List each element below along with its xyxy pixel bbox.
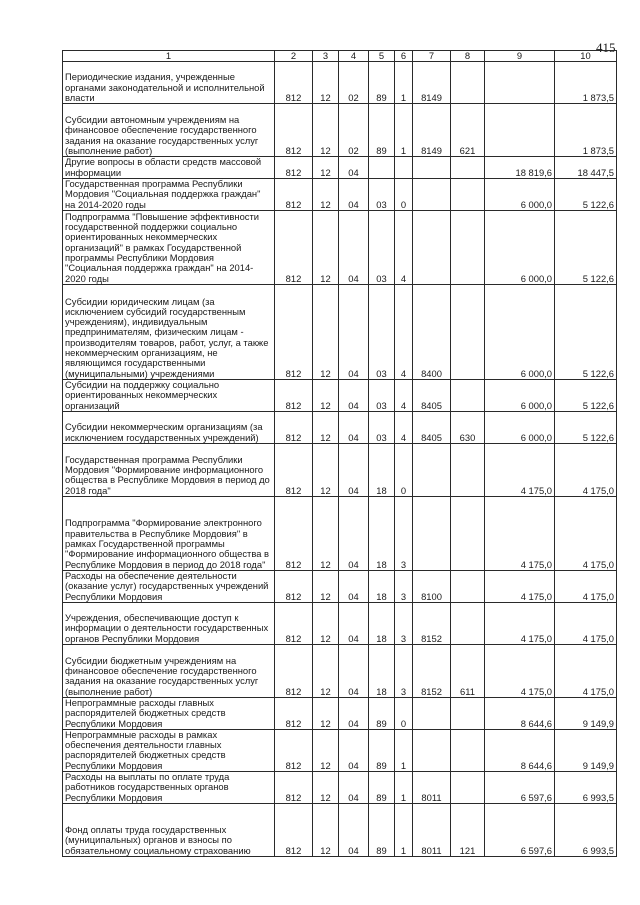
cell-c9: 6 597,6: [485, 804, 555, 857]
cell-c4: 04: [339, 644, 369, 697]
cell-c5: 18: [369, 602, 395, 644]
cell-c6: 3: [395, 570, 413, 602]
row-description: Подпрограмма "Формирование электронного правительства в Республике Мордовия" в рамках Государственной программы "Формирование информационного общества в Республике Мордовия в период до 2018 года": [63, 496, 275, 570]
table-row: [63, 772, 617, 804]
cell-c7: 8152: [413, 644, 451, 697]
table-row: [63, 284, 617, 379]
cell-c5: 89: [369, 697, 395, 729]
cell-c3: 12: [313, 496, 339, 570]
cell-c9: [485, 104, 555, 157]
cell-c4: 04: [339, 157, 369, 179]
cell-c3: 12: [313, 443, 339, 496]
cell-c10: 4 175,0: [555, 570, 617, 602]
row-description: Учреждения, обеспечивающие доступ к информации о деятельности государственных органов Республики Мордовия: [63, 602, 275, 644]
cell-c7: 8405: [413, 411, 451, 443]
cell-c3: 12: [313, 157, 339, 179]
header-cell: 1: [63, 51, 275, 62]
header-cell: 3: [313, 51, 339, 62]
cell-c3: 12: [313, 379, 339, 411]
cell-c7: [413, 729, 451, 771]
cell-c2: 812: [275, 697, 313, 729]
cell-c10: 5 122,6: [555, 411, 617, 443]
cell-c4: 04: [339, 772, 369, 804]
cell-c2: 812: [275, 443, 313, 496]
table-row: [63, 602, 617, 644]
cell-c4: 04: [339, 411, 369, 443]
cell-c9: 6 000,0: [485, 411, 555, 443]
cell-c9: 8 644,6: [485, 729, 555, 771]
cell-c9: 4 175,0: [485, 570, 555, 602]
cell-c6: 0: [395, 443, 413, 496]
cell-c3: 12: [313, 644, 339, 697]
cell-c2: 812: [275, 411, 313, 443]
cell-c5: 03: [369, 411, 395, 443]
cell-c7: 8149: [413, 104, 451, 157]
cell-c3: 12: [313, 411, 339, 443]
cell-c6: 3: [395, 602, 413, 644]
cell-c5: [369, 157, 395, 179]
header-cell: 6: [395, 51, 413, 62]
row-description: Расходы на выплаты по оплате труда работников государственных органов Республики Мордовия: [63, 772, 275, 804]
table-row: [63, 62, 617, 104]
header-cell: 7: [413, 51, 451, 62]
cell-c5: 03: [369, 210, 395, 284]
cell-c3: 12: [313, 104, 339, 157]
row-description: Субсидии бюджетным учреждениям на финансовое обеспечение государственного задания на оказание государственных услуг (выполнение работ): [63, 644, 275, 697]
table-row: [63, 644, 617, 697]
cell-c6: 4: [395, 210, 413, 284]
table-row: [63, 178, 617, 210]
row-description: Подпрограмма "Повышение эффективности государственной поддержки социально ориентированных некоммерческих организаций" в рамках Государственной программы Республики Мордовия "Социальная поддержка граждан" на 2014-2020 годы: [63, 210, 275, 284]
cell-c4: 04: [339, 729, 369, 771]
table-row: [63, 210, 617, 284]
cell-c6: 3: [395, 644, 413, 697]
cell-c8: [451, 772, 485, 804]
header-cell: 5: [369, 51, 395, 62]
cell-c2: 812: [275, 210, 313, 284]
row-description: Непрограммные расходы главных распорядителей бюджетных средств Республики Мордовия: [63, 697, 275, 729]
cell-c8: [451, 210, 485, 284]
cell-c5: 03: [369, 178, 395, 210]
cell-c4: 04: [339, 178, 369, 210]
cell-c8: [451, 284, 485, 379]
cell-c2: 812: [275, 104, 313, 157]
cell-c5: 89: [369, 62, 395, 104]
cell-c10: 9 149,9: [555, 697, 617, 729]
cell-c10: 1 873,5: [555, 104, 617, 157]
cell-c8: [451, 379, 485, 411]
cell-c6: 1: [395, 772, 413, 804]
cell-c2: 812: [275, 644, 313, 697]
cell-c6: 4: [395, 284, 413, 379]
cell-c10: 5 122,6: [555, 379, 617, 411]
cell-c10: 5 122,6: [555, 284, 617, 379]
row-description: Субсидии некоммерческим организациям (за исключением государственных учреждений): [63, 411, 275, 443]
cell-c5: 89: [369, 804, 395, 857]
cell-c4: 04: [339, 210, 369, 284]
cell-c8: [451, 62, 485, 104]
cell-c7: [413, 210, 451, 284]
table-row: [63, 379, 617, 411]
cell-c10: 4 175,0: [555, 443, 617, 496]
cell-c6: [395, 157, 413, 179]
cell-c6: 4: [395, 411, 413, 443]
cell-c2: 812: [275, 602, 313, 644]
cell-c4: 04: [339, 496, 369, 570]
cell-c9: 6 000,0: [485, 379, 555, 411]
cell-c2: 812: [275, 570, 313, 602]
cell-c10: 1 873,5: [555, 62, 617, 104]
cell-c9: 6 000,0: [485, 210, 555, 284]
cell-c8: [451, 697, 485, 729]
header-cell: 4: [339, 51, 369, 62]
page-number: 415: [596, 40, 616, 55]
cell-c5: 89: [369, 729, 395, 771]
cell-c8: 121: [451, 804, 485, 857]
cell-c3: 12: [313, 570, 339, 602]
cell-c4: 04: [339, 602, 369, 644]
cell-c9: 6 597,6: [485, 772, 555, 804]
cell-c9: 8 644,6: [485, 697, 555, 729]
table-row: [63, 804, 617, 857]
cell-c9: 6 000,0: [485, 284, 555, 379]
cell-c5: 03: [369, 379, 395, 411]
cell-c4: 02: [339, 62, 369, 104]
header-cell: 10: [555, 51, 617, 62]
row-description: Периодические издания, учрежденные органами законодательной и исполнительной власти: [63, 62, 275, 104]
cell-c7: 8100: [413, 570, 451, 602]
cell-c3: 12: [313, 62, 339, 104]
cell-c7: 8405: [413, 379, 451, 411]
header-cell: 2: [275, 51, 313, 62]
cell-c6: 1: [395, 729, 413, 771]
row-description: Другие вопросы в области средств массовой информации: [63, 157, 275, 179]
cell-c10: 18 447,5: [555, 157, 617, 179]
cell-c4: 04: [339, 570, 369, 602]
cell-c6: 1: [395, 62, 413, 104]
cell-c7: 8011: [413, 772, 451, 804]
cell-c2: 812: [275, 379, 313, 411]
cell-c7: [413, 697, 451, 729]
cell-c3: 12: [313, 210, 339, 284]
cell-c10: 6 993,5: [555, 804, 617, 857]
row-description: Субсидии юридическим лицам (за исключением субсидий государственным учреждениям), индивидуальным предпринимателям, физическим лицам - производителям товаров, работ, услуг, а также некоммерческим организациям, не являющимся государственными (муниципальными) учреждениями: [63, 284, 275, 379]
cell-c8: [451, 178, 485, 210]
table-row: [63, 157, 617, 179]
table-row: [63, 443, 617, 496]
cell-c6: 3: [395, 496, 413, 570]
header-cell: 8: [451, 51, 485, 62]
cell-c4: 02: [339, 104, 369, 157]
cell-c8: [451, 729, 485, 771]
table-body: [63, 62, 617, 857]
cell-c5: 03: [369, 284, 395, 379]
cell-c8: [451, 496, 485, 570]
header-cell: 9: [485, 51, 555, 62]
cell-c4: 04: [339, 697, 369, 729]
cell-c8: [451, 602, 485, 644]
cell-c7: [413, 496, 451, 570]
cell-c3: 12: [313, 602, 339, 644]
budget-table: [62, 50, 617, 857]
cell-c7: [413, 178, 451, 210]
cell-c3: 12: [313, 804, 339, 857]
cell-c7: 8011: [413, 804, 451, 857]
cell-c2: 812: [275, 772, 313, 804]
table-row: [63, 697, 617, 729]
cell-c5: 89: [369, 104, 395, 157]
cell-c2: 812: [275, 804, 313, 857]
cell-c5: 89: [369, 772, 395, 804]
cell-c4: 04: [339, 804, 369, 857]
row-description: Фонд оплаты труда государственных (муниципальных) органов и взносы по обязательному социальному страхованию: [63, 804, 275, 857]
row-description: Государственная программа Республики Мордовия "Формирование информационного общества в Республике Мордовия в период до 2018 года": [63, 443, 275, 496]
row-description: Непрограммные расходы в рамках обеспечения деятельности главных распорядителей бюджетных средств Республики Мордовия: [63, 729, 275, 771]
cell-c9: 4 175,0: [485, 496, 555, 570]
cell-c4: 04: [339, 284, 369, 379]
cell-c2: 812: [275, 284, 313, 379]
cell-c9: 4 175,0: [485, 443, 555, 496]
cell-c6: 1: [395, 804, 413, 857]
cell-c9: 4 175,0: [485, 602, 555, 644]
cell-c5: 18: [369, 496, 395, 570]
cell-c4: 04: [339, 379, 369, 411]
cell-c5: 18: [369, 644, 395, 697]
cell-c7: 8400: [413, 284, 451, 379]
cell-c3: 12: [313, 729, 339, 771]
cell-c10: 5 122,6: [555, 178, 617, 210]
cell-c10: 4 175,0: [555, 496, 617, 570]
cell-c7: 8152: [413, 602, 451, 644]
cell-c2: 812: [275, 178, 313, 210]
cell-c7: [413, 443, 451, 496]
cell-c5: 18: [369, 443, 395, 496]
table-row: [63, 411, 617, 443]
cell-c7: 8149: [413, 62, 451, 104]
table-row: [63, 729, 617, 771]
cell-c10: 9 149,9: [555, 729, 617, 771]
row-description: Государственная программа Республики Мордовия "Социальная поддержка граждан" на 2014-2020 годы: [63, 178, 275, 210]
cell-c7: [413, 157, 451, 179]
cell-c2: 812: [275, 496, 313, 570]
cell-c8: [451, 570, 485, 602]
cell-c10: 4 175,0: [555, 644, 617, 697]
cell-c6: 0: [395, 697, 413, 729]
cell-c3: 12: [313, 697, 339, 729]
cell-c8: 630: [451, 411, 485, 443]
cell-c9: 18 819,6: [485, 157, 555, 179]
cell-c10: 5 122,6: [555, 210, 617, 284]
row-description: Субсидии на поддержку социально ориентированных некоммерческих организаций: [63, 379, 275, 411]
cell-c4: 04: [339, 443, 369, 496]
cell-c3: 12: [313, 284, 339, 379]
cell-c3: 12: [313, 178, 339, 210]
cell-c3: 12: [313, 772, 339, 804]
cell-c6: 4: [395, 379, 413, 411]
table-row: [63, 496, 617, 570]
cell-c10: 6 993,5: [555, 772, 617, 804]
cell-c2: 812: [275, 729, 313, 771]
cell-c10: 4 175,0: [555, 602, 617, 644]
cell-c6: 0: [395, 178, 413, 210]
cell-c2: 812: [275, 157, 313, 179]
cell-c6: 1: [395, 104, 413, 157]
cell-c8: 611: [451, 644, 485, 697]
table-row: [63, 570, 617, 602]
cell-c9: [485, 62, 555, 104]
cell-c5: 18: [369, 570, 395, 602]
cell-c2: 812: [275, 62, 313, 104]
table-row: [63, 104, 617, 157]
cell-c8: [451, 443, 485, 496]
cell-c8: [451, 157, 485, 179]
cell-c9: 4 175,0: [485, 644, 555, 697]
cell-c9: 6 000,0: [485, 178, 555, 210]
cell-c8: 621: [451, 104, 485, 157]
table-header: [63, 51, 617, 62]
row-description: Субсидии автономным учреждениям на финансовое обеспечение государственного задания на оказание государственных услуг (выполнение работ): [63, 104, 275, 157]
row-description: Расходы на обеспечение деятельности (оказание услуг) государственных учреждений Республики Мордовия: [63, 570, 275, 602]
